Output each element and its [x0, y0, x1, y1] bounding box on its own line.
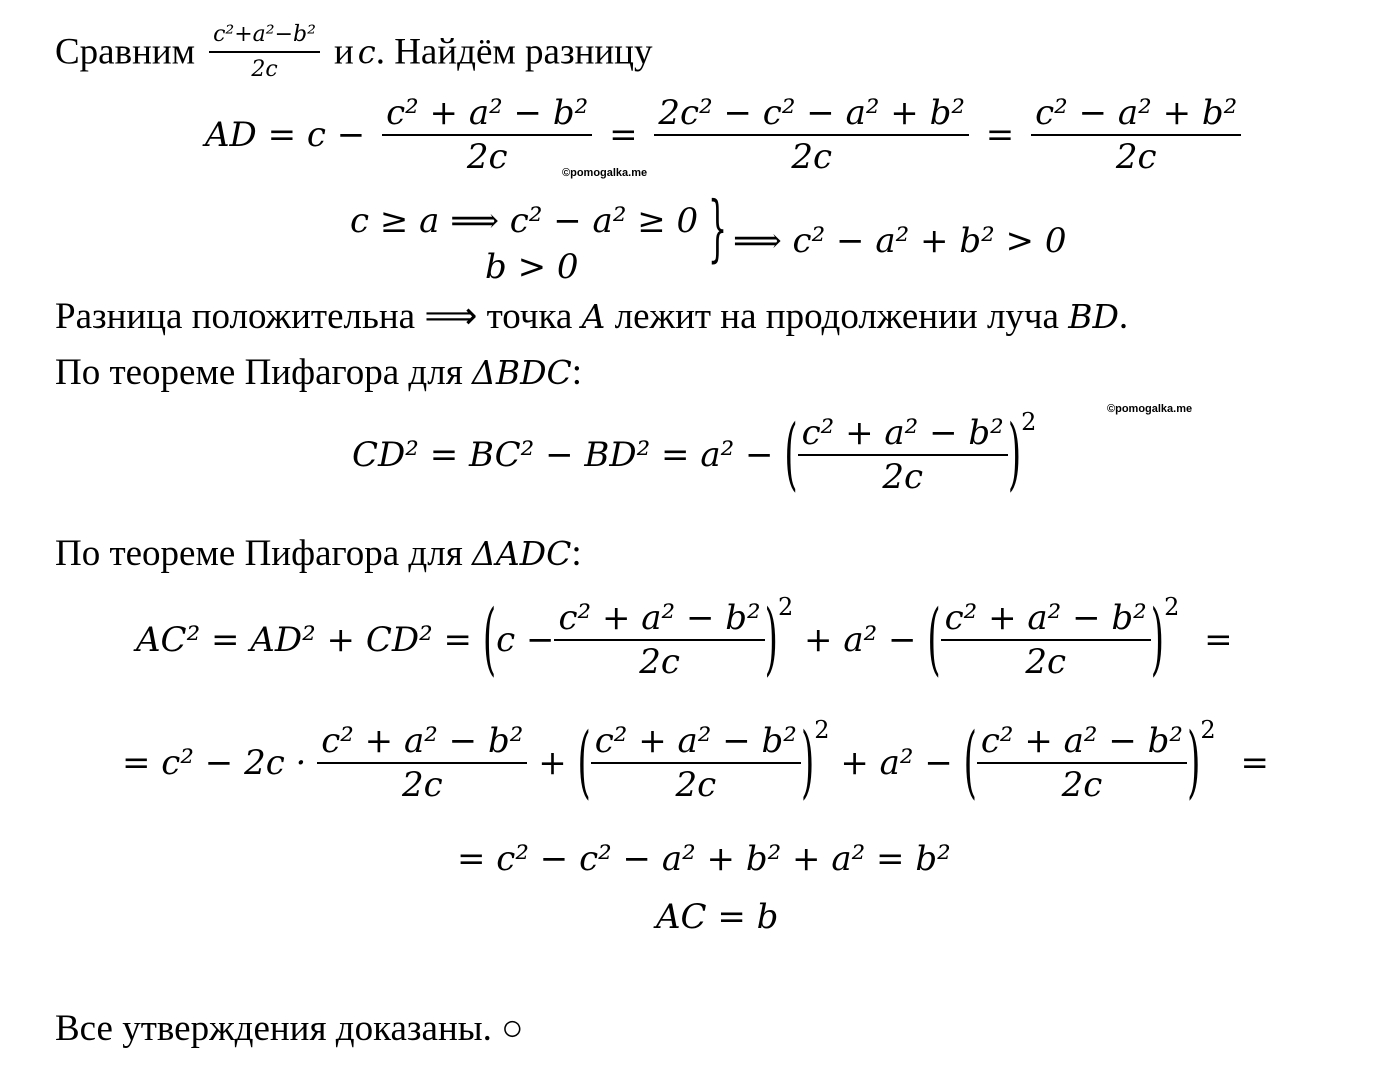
- left-paren: (: [482, 594, 497, 686]
- fraction-denominator: 2c: [791, 137, 833, 177]
- cd-power: 2: [1021, 408, 1037, 436]
- ac1-tail: =: [1204, 620, 1233, 660]
- intro-rest: . Найдём разницу: [375, 31, 653, 73]
- pyth-adc-line: [55, 535, 582, 572]
- right-paren: ): [764, 594, 778, 686]
- ac1-fraction-2: [941, 598, 1151, 682]
- ac2-plus: +: [538, 743, 567, 783]
- left-paren: (: [577, 717, 591, 809]
- left-paren: (: [927, 594, 941, 686]
- final-statement: Все утверждения доказаны. ○: [55, 1008, 524, 1049]
- fraction-numerator: c² − a² + b²: [1035, 93, 1238, 133]
- fraction-numerator: c² + a² − b²: [594, 721, 797, 761]
- ac1-lhs: AC² = AD² + CD² =: [136, 620, 473, 660]
- ac-equation-1: [136, 593, 1233, 686]
- conclusion-dot: .: [1118, 296, 1129, 337]
- fraction-numerator: 2c² − c² − a² + b²: [658, 93, 965, 133]
- right-paren: ): [1007, 409, 1022, 501]
- system-result: ⟹ c² − a² + b² > 0: [733, 221, 1067, 261]
- ac1-inner: c −: [496, 620, 555, 660]
- right-paren: ): [1187, 717, 1201, 809]
- left-paren: (: [784, 409, 798, 501]
- cd-fraction: [798, 413, 1008, 497]
- pyth-bdc-line: [55, 354, 582, 391]
- system-line-2: b > 0: [485, 247, 579, 287]
- ad-fraction-2: [654, 93, 969, 177]
- fraction-numerator: c² + a² − b²: [321, 721, 524, 761]
- fraction-denominator: 2c: [466, 137, 508, 177]
- ac1-power-2: 2: [1164, 593, 1180, 621]
- intro-and: и: [333, 31, 354, 73]
- ac2-mid: + a² −: [840, 743, 953, 783]
- ac1-fraction-1: [554, 598, 764, 682]
- pyth-adc-colon: :: [571, 533, 582, 574]
- pyth-bdc-text: По теореме Пифагора для: [55, 352, 463, 393]
- fraction-denominator: 2c: [675, 765, 717, 805]
- conclusion-point: A: [581, 297, 606, 336]
- ac2-lhs: = c² − 2c ·: [122, 743, 307, 783]
- intro-fraction-numerator: c²+a²−b²: [213, 22, 316, 47]
- fraction-denominator: 2c: [1061, 765, 1103, 805]
- fraction-numerator: c² + a² − b²: [944, 598, 1147, 638]
- ac2-fraction-3: [977, 721, 1187, 805]
- fraction-denominator: 2c: [882, 457, 924, 497]
- right-paren: ): [800, 717, 815, 809]
- intro-line: [55, 22, 652, 82]
- brace-glyph: }: [708, 187, 728, 272]
- intro-word: Сравним: [55, 31, 196, 73]
- ac2-power-1: 2: [814, 716, 830, 744]
- intro-var-c: c: [357, 33, 376, 71]
- fraction-denominator: 2c: [1025, 642, 1067, 682]
- ac-equation-2: [122, 716, 1269, 809]
- pyth-adc-text: По теореме Пифагора для: [55, 533, 463, 574]
- system-line-1: c ≥ a ⟹ c² − a² ≥ 0: [350, 201, 699, 241]
- watermark: ©pomogalka.me: [562, 167, 648, 179]
- intro-fraction-denominator: 2c: [251, 57, 278, 82]
- fraction-numerator: c² + a² − b²: [980, 721, 1184, 761]
- ad-equation: [205, 93, 1247, 177]
- left-paren: (: [963, 717, 977, 809]
- fraction-denominator: 2c: [639, 642, 680, 682]
- ac2-power-2: 2: [1200, 716, 1216, 744]
- fraction-denominator: 2c: [401, 765, 443, 805]
- cd-lhs: CD² = BC² − BD² = a² −: [352, 435, 774, 475]
- ad-eq-1: =: [609, 115, 638, 155]
- fraction-numerator: c² + a² − b²: [386, 93, 589, 133]
- ad-lhs: AD = c −: [205, 115, 366, 155]
- ac2-fraction-1: [317, 721, 527, 805]
- ac-equation-3: = c² − c² − a² + b² + a² = b²: [457, 839, 951, 879]
- ac1-mid: + a² −: [804, 620, 917, 660]
- conclusion-text-1: Разница положительна ⟹ точка: [55, 296, 573, 337]
- conclusion-text-2: лежит на продолжении луча: [614, 296, 1059, 337]
- pyth-bdc-colon: :: [571, 352, 583, 393]
- cd-equation: [352, 408, 1037, 501]
- ac1-power-1: 2: [777, 593, 794, 621]
- ac-equation-4: AC = b: [656, 897, 779, 937]
- watermark: ©pomogalka.me: [1107, 403, 1193, 415]
- conclusion-line: [55, 298, 1128, 335]
- ac2-tail: =: [1240, 743, 1269, 783]
- fraction-denominator: 2c: [1115, 137, 1157, 177]
- fraction-numerator: c² + a² − b²: [801, 413, 1004, 453]
- ad-fraction-1: [382, 93, 592, 177]
- pyth-adc-triangle: ΔADC: [471, 534, 572, 573]
- fraction-numerator: c² + a² − b²: [558, 598, 761, 638]
- intro-fraction: [209, 22, 320, 82]
- ad-eq-2: =: [985, 115, 1015, 155]
- pyth-bdc-triangle: ΔBDC: [471, 353, 572, 392]
- ad-fraction-3: [1031, 93, 1241, 177]
- right-paren: ): [1150, 594, 1165, 686]
- ac2-fraction-2: [591, 721, 801, 805]
- conclusion-ray: BD: [1068, 297, 1119, 336]
- system-brace: [708, 187, 728, 272]
